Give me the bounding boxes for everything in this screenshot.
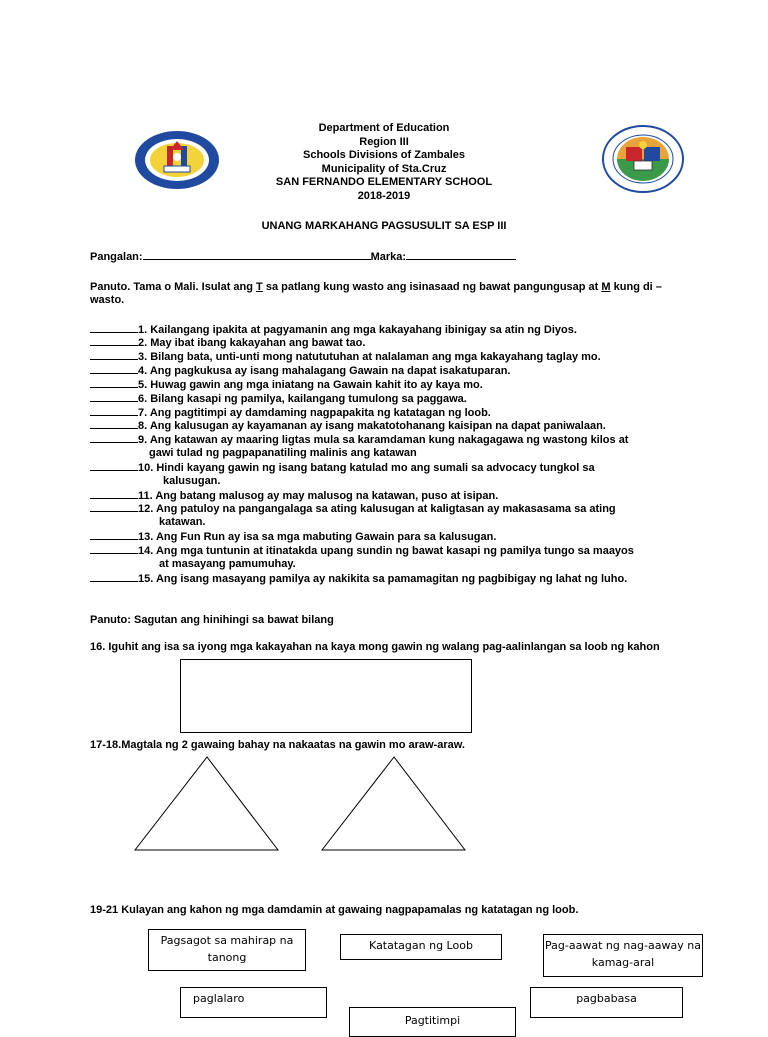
score-field[interactable] (406, 250, 516, 260)
answer-blank[interactable] (90, 406, 138, 416)
choice-box-pagtitimpi[interactable]: Pagtitimpi (349, 1007, 516, 1037)
answer-blank[interactable] (90, 502, 138, 512)
list-item: 4. Ang pagkukusa ay isang mahalagang Gawain na dapat isakatuparan. (90, 364, 511, 378)
answer-blank[interactable] (90, 489, 138, 499)
list-item: 5. Huwag gawin ang mga iniatang na Gawain kahit ito ay kaya mo. (90, 378, 483, 392)
letter-m: M (601, 281, 611, 293)
letter-t: T (256, 281, 263, 293)
question-17-18: 17-18.Magtala ng 2 gawaing bahay na nakaatas na gawin mo araw-araw. (90, 739, 465, 751)
school-seal-logo (602, 125, 684, 193)
answer-blank[interactable] (90, 530, 138, 540)
drawing-box[interactable] (180, 659, 472, 733)
list-item: 6. Bilang kasapi ng pamilya, kailangang tumulong sa paggawa. (90, 392, 467, 406)
answer-blank[interactable] (90, 419, 138, 429)
header-school-name: SAN FERNANDO ELEMENTARY SCHOOL (275, 176, 493, 188)
answer-blank[interactable] (90, 336, 138, 346)
answer-blank[interactable] (90, 323, 138, 333)
choice-box-pagbabasa[interactable]: pagbabasa (530, 987, 683, 1018)
list-item: 8. Ang kalusugan ay kayamanan ay isang makatotohanang kaisipan na dapat paniwalaan. (90, 419, 606, 433)
header-municipality: Municipality of Sta.Cruz (321, 162, 447, 175)
answer-blank[interactable] (90, 378, 138, 388)
name-score-line (90, 250, 516, 263)
item-10-continuation: kalusugan. (163, 475, 221, 487)
header-region: Region III (359, 135, 409, 148)
header-department: Department of Education (318, 122, 450, 134)
list-item: 12. Ang patuloy na pangangalaga sa ating kalusugan at kaligtasan ay makasasama sa ating (90, 502, 616, 516)
answer-blank[interactable] (90, 350, 138, 360)
answer-blank[interactable] (90, 461, 138, 471)
list-item: 10. Hindi kayang gawin ng isang batang katulad mo ang sumali sa advocacy tungkol sa (90, 461, 595, 475)
instructions-answer: Panuto: Sagutan ang hinihingi sa bawat bilang (90, 614, 334, 626)
answer-blank[interactable] (90, 544, 138, 554)
name-label: Pangalan: (90, 251, 143, 263)
list-item: 9. Ang katawan ay maaring ligtas mula sa karamdaman kung nakagagawa ng wastong kilos at (90, 433, 628, 447)
list-item: 3. Bilang bata, unti-unti mong natututuhan at nalalaman ang mga kakayahang taglay mo. (90, 350, 601, 364)
list-item: 14. Ang mga tuntunin at itinatakda upang sundin ng bawat kasapi ng pamilya tungo sa maayos (90, 544, 634, 558)
score-label: Marka: (370, 251, 407, 263)
header-block (200, 122, 568, 203)
list-item: 15. Ang isang masayang pamilya ay nakikita sa pamamagitan ng pagbibigay ng lahat ng luho. (90, 572, 627, 586)
list-item: 7. Ang pagtitimpi ay damdaming nagpapakita ng katatagan ng loob. (90, 406, 491, 420)
question-19-21: 19-21 Kulayan ang kahon ng mga damdamin at gawaing nagpapamalas ng katatagan ng loob. (90, 904, 579, 916)
choice-box-paglalaro[interactable]: paglalaro (180, 987, 327, 1018)
instructions-true-false: Panuto. Tama o Mali. Isulat ang T sa patlang kung wasto ang isinasaad ng bawat pangungusap at M kung di – wasto. (90, 281, 662, 306)
item-12-continuation: katawan. (159, 516, 206, 528)
answer-blank[interactable] (90, 364, 138, 374)
list-item: 1. Kailangang ipakita at pagyamanin ang mga kakayahang ibinigay sa atin ng Diyos. (90, 323, 577, 337)
exam-title: UNANG MARKAHANG PAGSUSULIT SA ESP III (261, 220, 507, 232)
choice-box-pag-aawat[interactable]: Pag-aawat ng nag-aaway na kamag-aral (543, 934, 703, 977)
answer-blank[interactable] (90, 392, 138, 402)
list-item: 11. Ang batang malusog ay may malusog na katawan, puso at isipan. (90, 489, 498, 503)
triangle-answer-1[interactable] (134, 756, 280, 852)
answer-blank[interactable] (90, 572, 138, 582)
list-item: 13. Ang Fun Run ay isa sa mga mabuting Gawain para sa kalusugan. (90, 530, 496, 544)
header-division: Schools Divisions of Zambales (303, 149, 465, 161)
answer-blank[interactable] (90, 433, 138, 443)
question-16: 16. Iguhit ang isa sa iyong mga kakayahan na kaya mong gawin ng walang pag-aalinlangan sa loob ng kahon (90, 641, 660, 653)
choice-box-katatagan[interactable]: Katatagan ng Loob (340, 934, 502, 960)
choice-box-pagsagot[interactable]: Pagsagot sa mahirap na tanong (148, 929, 306, 971)
name-field[interactable] (143, 250, 371, 260)
item-9-continuation: gawi tulad ng pagpapanatiling malinis ang katawan (149, 447, 417, 459)
list-item: 2. May ibat ibang kakayahan ang bawat tao. (90, 336, 365, 350)
header-school-year: 2018-2019 (357, 189, 411, 202)
triangle-answer-2[interactable] (321, 756, 467, 852)
item-14-continuation: at masayang pamumuhay. (159, 558, 296, 570)
